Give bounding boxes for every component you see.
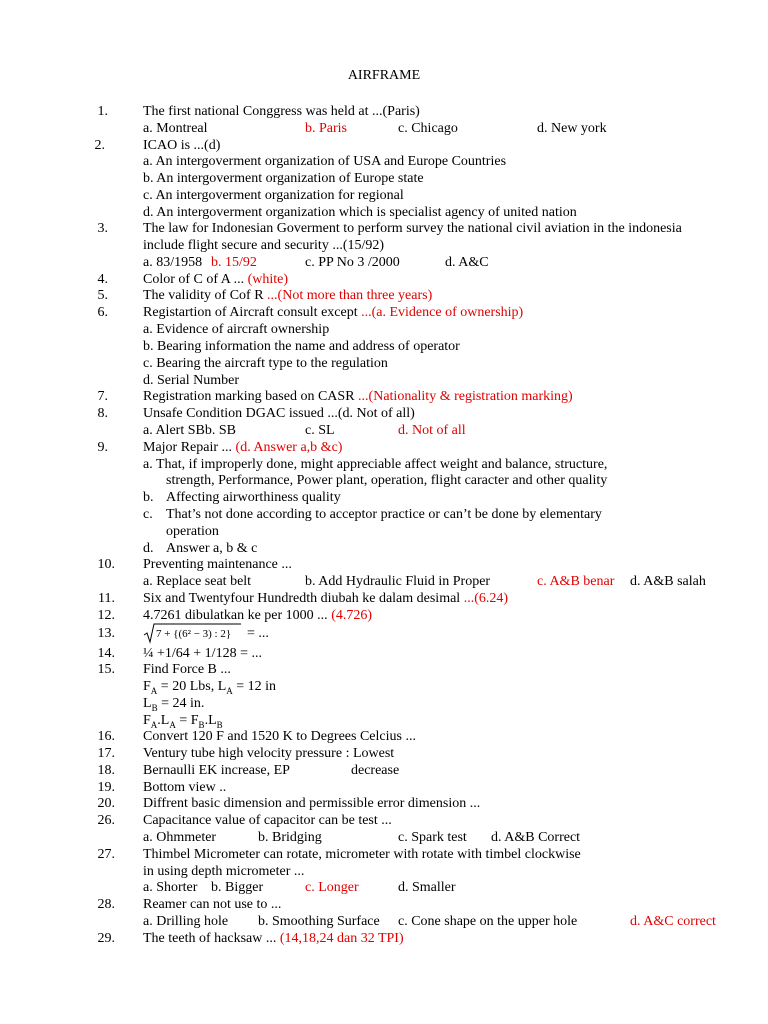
question-number: 15.	[97, 662, 115, 677]
question-text: Registration marking based on CASR	[143, 389, 359, 404]
question-number: 3.	[97, 221, 108, 236]
question-text: = ...	[247, 626, 269, 641]
option-c: c. An intergoverment organization for regional	[143, 188, 404, 203]
question-line	[143, 930, 404, 947]
option-a: a. Alert SBb. SB	[143, 423, 236, 438]
question-text: The law for Indonesian Goverment to perform survey the national civil aviation in the indonesia	[143, 221, 682, 236]
option-a: a. Montreal	[143, 121, 208, 136]
question-line	[143, 287, 432, 304]
formula-part: = 20 Lbs, L	[157, 679, 227, 694]
math-expression-text: 7 + {(6² − 3) : 2}	[156, 628, 232, 640]
question-text-cont: include flight secure and security ...(15/92)	[143, 238, 385, 253]
formula-subscript: B	[216, 719, 223, 730]
question-number: 13.	[97, 626, 115, 641]
option-a: a. Drilling hole	[143, 914, 229, 929]
option-c-label: c.	[143, 507, 153, 522]
question-line	[143, 388, 573, 405]
question-number: 1.	[97, 104, 108, 119]
option-c: c. PP No 3 /2000	[305, 255, 400, 270]
question-line	[143, 590, 508, 607]
question-text: ICAO is ...(d)	[143, 138, 221, 153]
option-d-answer: d. Not of all	[398, 423, 466, 438]
option-d: d. A&B Correct	[491, 830, 581, 845]
question-text: The teeth of hacksaw ...	[143, 931, 280, 946]
answer-text: ...(6.24)	[463, 591, 509, 606]
question-number: 4.	[97, 272, 108, 287]
option-b: b. Smoothing Surface	[258, 914, 380, 929]
option-d-answer: d. A&C correct	[630, 914, 716, 929]
question-number: 12.	[97, 608, 115, 623]
question-text: Preventing maintenance ...	[143, 557, 292, 572]
option-a: a. Ohmmeter	[143, 830, 217, 845]
option-d: d. A&B salah	[630, 574, 706, 589]
answer-text: (4.726)	[331, 608, 373, 623]
formula-part: F	[143, 713, 151, 728]
option-c: c. Cone shape on the upper hole	[398, 914, 578, 929]
question-number: 16.	[97, 729, 115, 744]
question-text: Ventury tube high velocity pressure : Lowest	[143, 746, 395, 761]
question-text: Find Force B ...	[143, 662, 231, 677]
option-d-label: d.	[143, 541, 154, 556]
formula-part: L	[143, 696, 152, 711]
option-b: b. Bearing information the name and address of operator	[143, 339, 460, 354]
formula-part: = 24 in.	[157, 696, 205, 711]
question-text-cont: in using depth micrometer ...	[143, 864, 305, 879]
question-number: 2.	[94, 138, 105, 153]
question-number: 29.	[97, 931, 115, 946]
option-c: c. SL	[305, 423, 335, 438]
option-c-cont: operation	[166, 524, 219, 539]
question-number: 19.	[97, 780, 115, 795]
question-text: Unsafe Condition DGAC issued ...(d. Not of all)	[143, 406, 415, 421]
question-text: The validity of Cof R	[143, 288, 268, 303]
question-number: 18.	[97, 763, 115, 778]
question-number: 28.	[97, 897, 115, 912]
question-number: 20.	[97, 796, 115, 811]
answer-text: (14,18,24 dan 32 TPI)	[279, 931, 404, 946]
option-b-answer: b. Paris	[305, 121, 347, 136]
option-a: a. An intergoverment organization of USA and Europe Countries	[143, 154, 507, 169]
question-number: 6.	[97, 305, 108, 320]
answer-text: (white)	[247, 272, 289, 287]
answer-text: ...(Not more than three years)	[267, 288, 433, 303]
formula-part: = F	[175, 713, 199, 728]
answer-text: ...(Nationality & registration marking)	[358, 389, 573, 404]
option-b-answer: b. 15/92	[211, 255, 257, 270]
option-b: b. Bridging	[258, 830, 322, 845]
formula-part: = 12 in	[232, 679, 277, 694]
option-b: b. Add Hydraulic Fluid in Proper	[305, 574, 491, 589]
question-line	[143, 304, 523, 321]
question-text: Capacitance value of capacitor can be test ...	[143, 813, 392, 828]
question-text: Reamer can not use to ...	[143, 897, 282, 912]
option-c-answer: c. A&B benar	[537, 574, 615, 589]
question-text: Six and Twentyfour Hundredth diubah ke dalam desimal	[143, 591, 464, 606]
formula-subscript: A	[150, 685, 158, 696]
formula-subscript: B	[198, 719, 205, 730]
formula-subscript: A	[150, 719, 158, 730]
question-line	[143, 271, 288, 288]
question-text: Major Repair ...	[143, 440, 236, 455]
formula-subscript: A	[226, 685, 233, 696]
question-number: 5.	[97, 288, 108, 303]
question-text: 4.7261 dibulatkan ke per 1000 ...	[143, 608, 332, 623]
question-text: Thimbel Micrometer can rotate, micrometer with rotate with timbel clockwise	[143, 847, 581, 862]
question-line	[143, 439, 342, 456]
option-a: a. 83/1958	[143, 255, 203, 270]
option-c: c. Bearing the aircraft type to the regulation	[143, 356, 388, 371]
option-c: c. Spark test	[398, 830, 467, 845]
formula-subscript: A	[169, 719, 176, 730]
question-number: 10.	[97, 557, 115, 572]
option-a: a. Shorter	[143, 880, 198, 895]
question-number: 7.	[97, 389, 108, 404]
answer-text: (d. Answer a,b &c)	[235, 440, 343, 455]
option-d: d. Smaller	[398, 880, 456, 895]
formula-part: .L	[204, 713, 217, 728]
question-text: The first national Conggress was held at ...(Paris)	[143, 104, 420, 119]
question-number: 11.	[98, 591, 115, 606]
question-number: 14.	[97, 646, 115, 661]
answer-text: ...(a. Evidence of ownership)	[361, 305, 524, 320]
question-text: ¼ +1/64 + 1/128 = ...	[143, 646, 262, 661]
option-c: c. Chicago	[398, 121, 458, 136]
square-root-expression	[143, 622, 243, 644]
question-number: 17.	[97, 746, 115, 761]
option-b: Affecting airworthiness quality	[166, 490, 341, 505]
option-a: a. Replace seat belt	[143, 574, 252, 589]
option-d: Answer a, b & c	[166, 541, 258, 556]
option-d: d. New york	[537, 121, 607, 136]
formula-subscript: B	[151, 702, 158, 713]
option-c: That’s not done according to acceptor practice or can’t be done by elementary	[166, 507, 602, 522]
option-b-label: b.	[143, 490, 154, 505]
option-d: d. A&C	[445, 255, 489, 270]
question-text-b: decrease	[351, 763, 400, 778]
option-b: b. An intergoverment organization of Europe state	[143, 171, 424, 186]
question-text: Bottom view ..	[143, 780, 227, 795]
option-b: b. Bigger	[211, 880, 264, 895]
question-text: Color of C of A ...	[143, 272, 248, 287]
formula-part: F	[143, 679, 151, 694]
option-a: a. That, if improperly done, might appreciable affect weight and balance, structure,	[143, 457, 608, 472]
question-number: 27.	[97, 847, 115, 862]
page-title: AIRFRAME	[347, 68, 421, 83]
question-number: 26.	[97, 813, 115, 828]
question-text: Bernaulli EK increase, EP	[143, 763, 290, 778]
option-d: d. An intergoverment organization which is specialist agency of united nation	[143, 205, 577, 220]
question-number: 8.	[97, 406, 108, 421]
option-c-answer: c. Longer	[305, 880, 359, 895]
question-text: Registartion of Aircraft consult except	[143, 305, 362, 320]
option-a-cont: strength, Performance, Power plant, operation, flight caracter and other quality	[166, 473, 608, 488]
question-text: Convert 120 F and 1520 K to Degrees Celcius ...	[143, 729, 416, 744]
question-text: Diffrent basic dimension and permissible error dimension ...	[143, 796, 481, 811]
formula-part: .L	[157, 713, 170, 728]
option-a: a. Evidence of aircraft ownership	[143, 322, 330, 337]
question-number: 9.	[97, 440, 108, 455]
option-d: d. Serial Number	[143, 373, 240, 388]
